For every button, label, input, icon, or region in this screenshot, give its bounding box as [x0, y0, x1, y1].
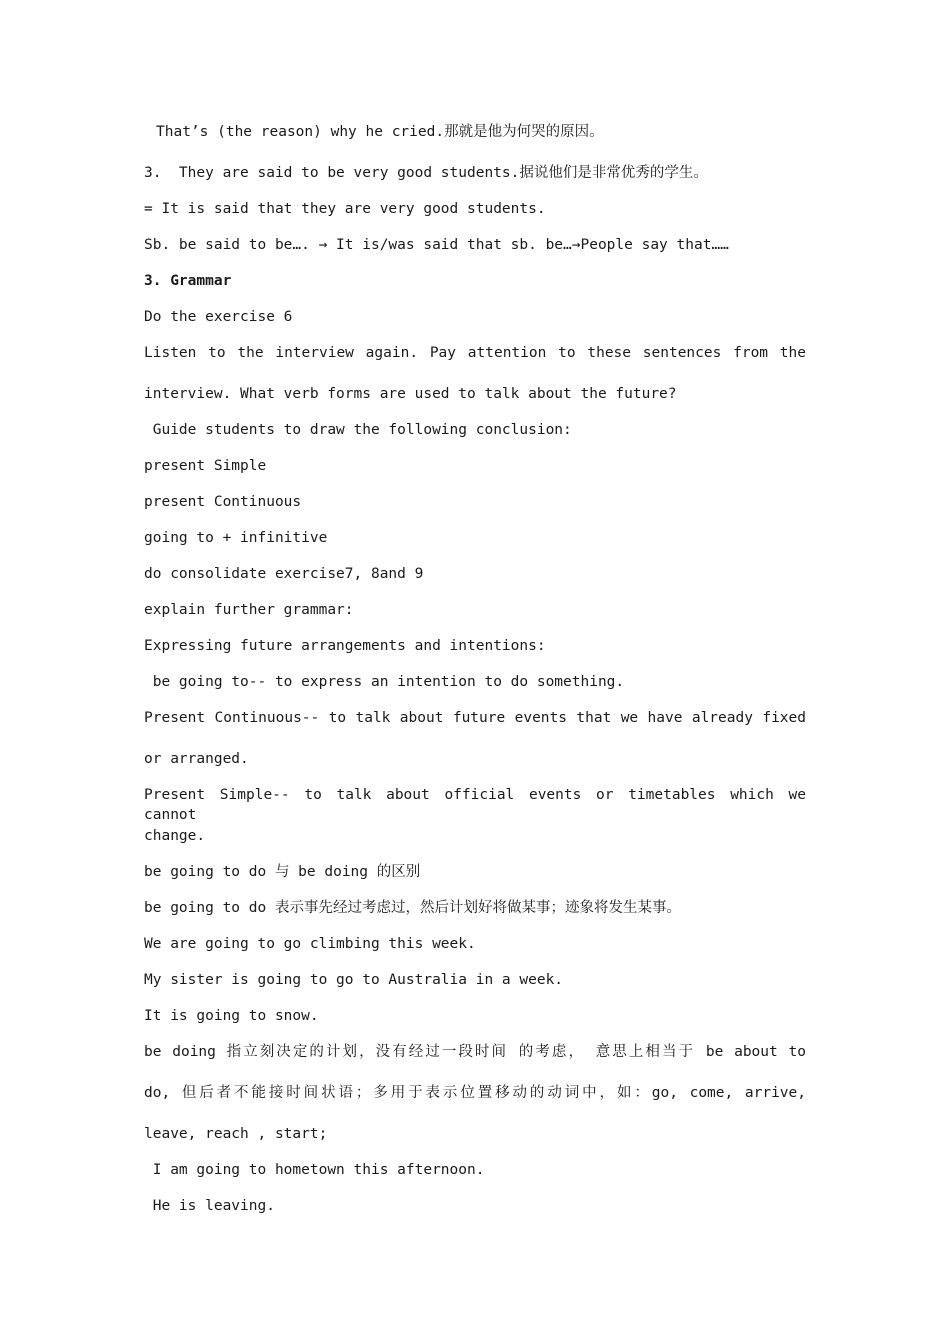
- text-line: Present Simple-- to talk about official events or timetables which we cannot: [144, 787, 806, 823]
- text-line: change.: [144, 828, 206, 844]
- text-line: He is leaving.: [144, 1198, 275, 1214]
- text-line: interview. What verb forms are used to talk about the future?: [144, 386, 677, 402]
- text-line: Sb. be said to be…. → It is/was said that sb. be…→People say that……: [144, 237, 729, 253]
- text-line: be going to do 与 be doing 的区别: [144, 864, 421, 880]
- text-line: be going to do 表示事先经过考虑过，然后计划好将做某事；迹象将发生某事。: [144, 900, 681, 916]
- text-line: I am going to hometown this afternoon.: [144, 1162, 485, 1178]
- text-line: going to + infinitive: [144, 530, 328, 546]
- text-line: Do the exercise 6: [144, 309, 293, 325]
- text-line: be doing 指立刻决定的计划，没有经过一段时间 的考虑， 意思上相当于 be about to: [144, 1044, 806, 1060]
- text-line: do consolidate exercise7, 8and 9: [144, 566, 424, 582]
- text-line: 3. They are said to be very good students.据说他们是非常优秀的学生。: [144, 165, 708, 181]
- text-line: present Simple: [144, 458, 267, 474]
- text-line: Present Continuous-- to talk about future events that we have already fixed: [144, 710, 806, 726]
- text-line: My sister is going to go to Australia in a week.: [144, 972, 564, 988]
- text-line: It is going to snow.: [144, 1008, 319, 1024]
- text-line: do, 但后者不能接时间状语；多用于表示位置移动的动词中，如：go, come, arrive,: [144, 1085, 806, 1101]
- text-line: present Continuous: [144, 494, 302, 510]
- text-line: leave, reach , start;: [144, 1126, 328, 1142]
- text-line: = It is said that they are very good students.: [144, 201, 546, 217]
- text-line: Listen to the interview again. Pay attention to these sentences from the: [144, 345, 806, 361]
- text-line: explain further grammar:: [144, 602, 354, 618]
- section-heading: 3. Grammar: [144, 273, 232, 289]
- text-line: Guide students to draw the following conclusion:: [144, 422, 572, 438]
- text-line: or arranged.: [144, 751, 249, 767]
- text-line: be going to-- to express an intention to do something.: [144, 674, 625, 690]
- text-line: That’s (the reason) why he cried.那就是他为何哭的原因。: [156, 124, 604, 140]
- text-line: We are going to go climbing this week.: [144, 936, 476, 952]
- text-line: Expressing future arrangements and intentions:: [144, 638, 546, 654]
